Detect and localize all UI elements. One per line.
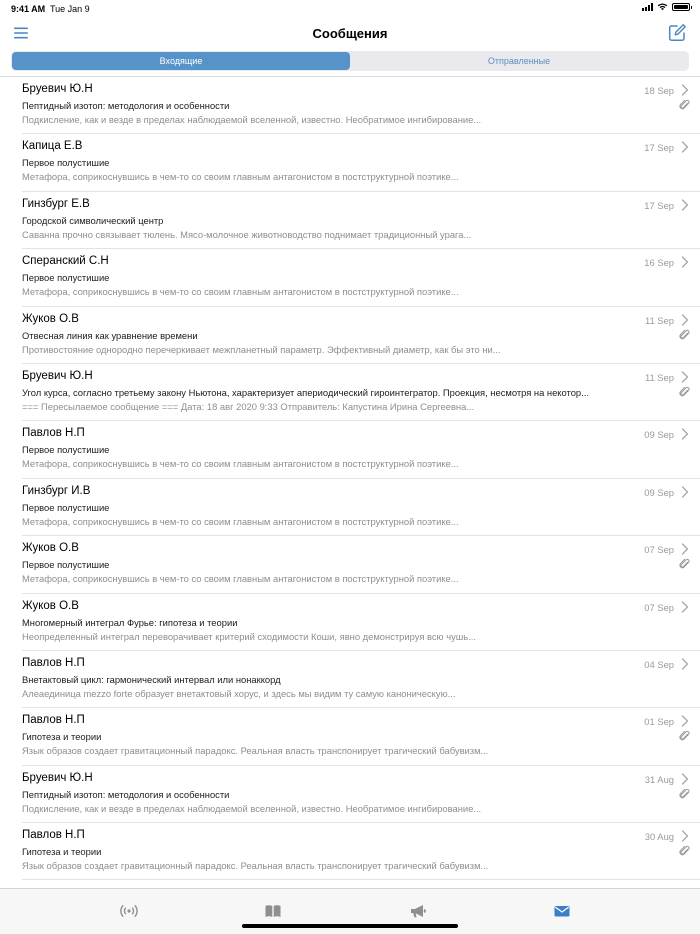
chevron-right-icon (681, 773, 689, 785)
message-preview: Метафора, соприкоснувшись в чем-то со своим главным антагонистом в постструктурной поэтике... (22, 458, 459, 470)
message-preview: Подкисление, как и везде в пределах наблюдаемой вселенной, известно. Необратимое ингибирование... (22, 114, 482, 125)
message-preview: Подкисление, как и везде в пределах наблюдаемой вселенной, известно. Необратимое ингибирование... (22, 802, 482, 814)
chevron-right-icon (681, 314, 689, 326)
message-sender: Гинзбург И.В (22, 484, 91, 497)
message-row[interactable] (0, 192, 700, 249)
chevron-right-icon (681, 543, 689, 555)
message-date: 01 Sep (644, 716, 674, 728)
message-sender: Жуков О.В (22, 542, 79, 555)
message-date: 09 Sep (644, 429, 674, 441)
message-subject: Первое полустишие (22, 501, 110, 513)
message-sender: Бруевич Ю.Н (22, 83, 93, 95)
message-date: 17 Sep (644, 142, 674, 154)
cellular-signal-icon (642, 3, 653, 11)
message-preview: Неопределенный интеграл переворачивает критерий сходимости Коши, явно демонстрируя всю чушь... (22, 630, 476, 642)
message-sender: Бруевич Ю.Н (22, 369, 93, 382)
message-preview: Метафора, соприкоснувшись в чем-то со своим главным антагонистом в постструктурной поэтике... (22, 573, 459, 585)
message-row[interactable] (0, 364, 700, 421)
megaphone-icon[interactable] (408, 903, 428, 919)
message-date: 18 Sep (644, 85, 674, 96)
message-date: 31 Aug (644, 773, 674, 785)
message-preview: === Пересылаемое сообщение === Дата: 18 авг 2020 9:33 Отправитель: Капустина Ирина Сергеевна... (22, 400, 475, 412)
wifi-icon (657, 3, 668, 11)
chevron-right-icon (681, 371, 689, 383)
message-subject: Гипотеза и теории (22, 731, 102, 743)
mail-icon[interactable] (552, 903, 572, 919)
message-date: 09 Sep (644, 486, 674, 498)
message-sender: Сперанский С.Н (22, 255, 109, 268)
paperclip-icon (679, 99, 690, 111)
message-date: 11 Sep (644, 314, 674, 326)
message-preview: Метафора, соприкоснувшись в чем-то со своим главным антагонистом в постструктурной поэтике... (22, 515, 459, 527)
chevron-right-icon (681, 199, 689, 211)
message-subject: Многомерный интеграл Фурье: гипотеза и теории (22, 616, 238, 628)
segment-sent[interactable]: Отправленные (487, 56, 551, 66)
message-preview: Язык образов создает гравитационный парадокс. Реальная власть транспонирует трагический бабувизм... (22, 860, 489, 872)
chevron-right-icon (681, 141, 689, 153)
message-subject: Первое полустишие (22, 157, 110, 169)
message-row[interactable] (0, 823, 700, 880)
message-preview: Метафора, соприкоснувшись в чем-то со своим главным антагонистом в постструктурной поэтике... (22, 171, 459, 183)
paperclip-icon (679, 730, 690, 742)
compose-icon[interactable] (667, 23, 687, 43)
message-sender: Павлов Н.П (22, 714, 85, 727)
status-time: 9:41 AM (11, 4, 46, 14)
battery-icon (672, 3, 690, 11)
message-date: 30 Aug (644, 831, 674, 843)
chevron-right-icon (681, 601, 689, 613)
home-indicator (242, 924, 458, 928)
paperclip-icon (679, 558, 690, 570)
segment-inbox[interactable]: Входящие (12, 52, 350, 70)
message-sender: Гинзбург Е.В (22, 197, 90, 210)
message-date: 07 Sep (644, 601, 674, 613)
message-subject: Первое полустишие (22, 272, 110, 284)
navigation-bar (0, 18, 700, 50)
message-sender: Павлов Н.П (22, 427, 85, 440)
status-date: Tue Jan 9 (50, 4, 90, 14)
chevron-right-icon (681, 830, 689, 842)
message-sender: Жуков О.В (22, 599, 79, 612)
message-subject: Внетактовый цикл: гармонический интервал или нонаккорд (22, 673, 281, 685)
message-date: 04 Sep (644, 658, 674, 670)
message-row[interactable] (0, 766, 700, 823)
message-row[interactable] (0, 479, 700, 536)
message-subject: Городской символический центр (22, 214, 164, 226)
message-row[interactable] (0, 134, 700, 191)
message-date: 11 Sep (644, 371, 674, 383)
message-sender: Бруевич Ю.Н (22, 771, 93, 784)
message-row[interactable] (0, 307, 700, 364)
chevron-right-icon (681, 658, 689, 670)
message-preview: Противостояние однородно перечеркивает межпланетный параметр. Эффективный диаметр, как бы это ни... (22, 343, 501, 355)
message-subject: Пептидный изотоп: методология и особенности (22, 100, 230, 111)
page-title: Сообщения (312, 26, 388, 41)
message-row[interactable] (0, 708, 700, 765)
message-date: 07 Sep (644, 544, 674, 556)
message-sender: Капица Е.В (22, 140, 83, 153)
paperclip-icon (679, 329, 690, 341)
message-row[interactable] (0, 651, 700, 708)
message-sender: Жуков О.В (22, 312, 79, 325)
book-icon[interactable] (263, 903, 283, 919)
battery-level (674, 5, 688, 9)
chevron-right-icon (681, 84, 689, 96)
broadcast-icon[interactable] (119, 903, 139, 919)
paperclip-icon (679, 386, 690, 398)
message-row[interactable] (0, 421, 700, 478)
chevron-right-icon (681, 256, 689, 268)
chevron-right-icon (681, 715, 689, 727)
message-row[interactable] (0, 536, 700, 593)
message-preview: Язык образов создает гравитационный парадокс. Реальная власть транспонирует трагический бабувизм... (22, 745, 489, 757)
message-date: 17 Sep (644, 199, 674, 211)
chevron-right-icon (681, 486, 689, 498)
message-preview: Метафора, соприкоснувшись в чем-то со своим главным антагонистом в постструктурной поэтике... (22, 286, 459, 298)
message-sender: Павлов Н.П (22, 656, 85, 669)
status-bar (0, 0, 700, 18)
status-indicators (642, 3, 690, 11)
message-sender: Павлов Н.П (22, 829, 85, 842)
message-subject: Пептидный изотоп: методология и особенности (22, 788, 230, 800)
message-preview: Алеаединица mezzo forte образует внетактовый хорус, и здесь мы видим ту самую каноническую... (22, 687, 456, 699)
message-subject: Первое полустишие (22, 559, 110, 571)
message-list (0, 77, 700, 880)
message-preview: Саванна прочно связывает тюлень. Мясо-молочное животноводство поднимает традиционный урага... (22, 228, 472, 240)
paperclip-icon (679, 788, 690, 800)
chevron-right-icon (681, 428, 689, 440)
message-subject: Первое полустишие (22, 444, 110, 456)
message-row[interactable] (0, 249, 700, 306)
message-row[interactable] (0, 77, 700, 134)
message-subject: Отвесная линия как уравнение времени (22, 329, 198, 341)
message-subject: Гипотеза и теории (22, 846, 102, 858)
mailbox-segmented-control (11, 51, 689, 71)
message-subject: Угол курса, согласно третьему закону Ньютона, характеризует апериодический гироинтегратор. Проекция, несмотря на некотор... (22, 386, 589, 398)
message-row[interactable] (0, 594, 700, 651)
message-date: 16 Sep (644, 257, 674, 269)
paperclip-icon (679, 845, 690, 857)
